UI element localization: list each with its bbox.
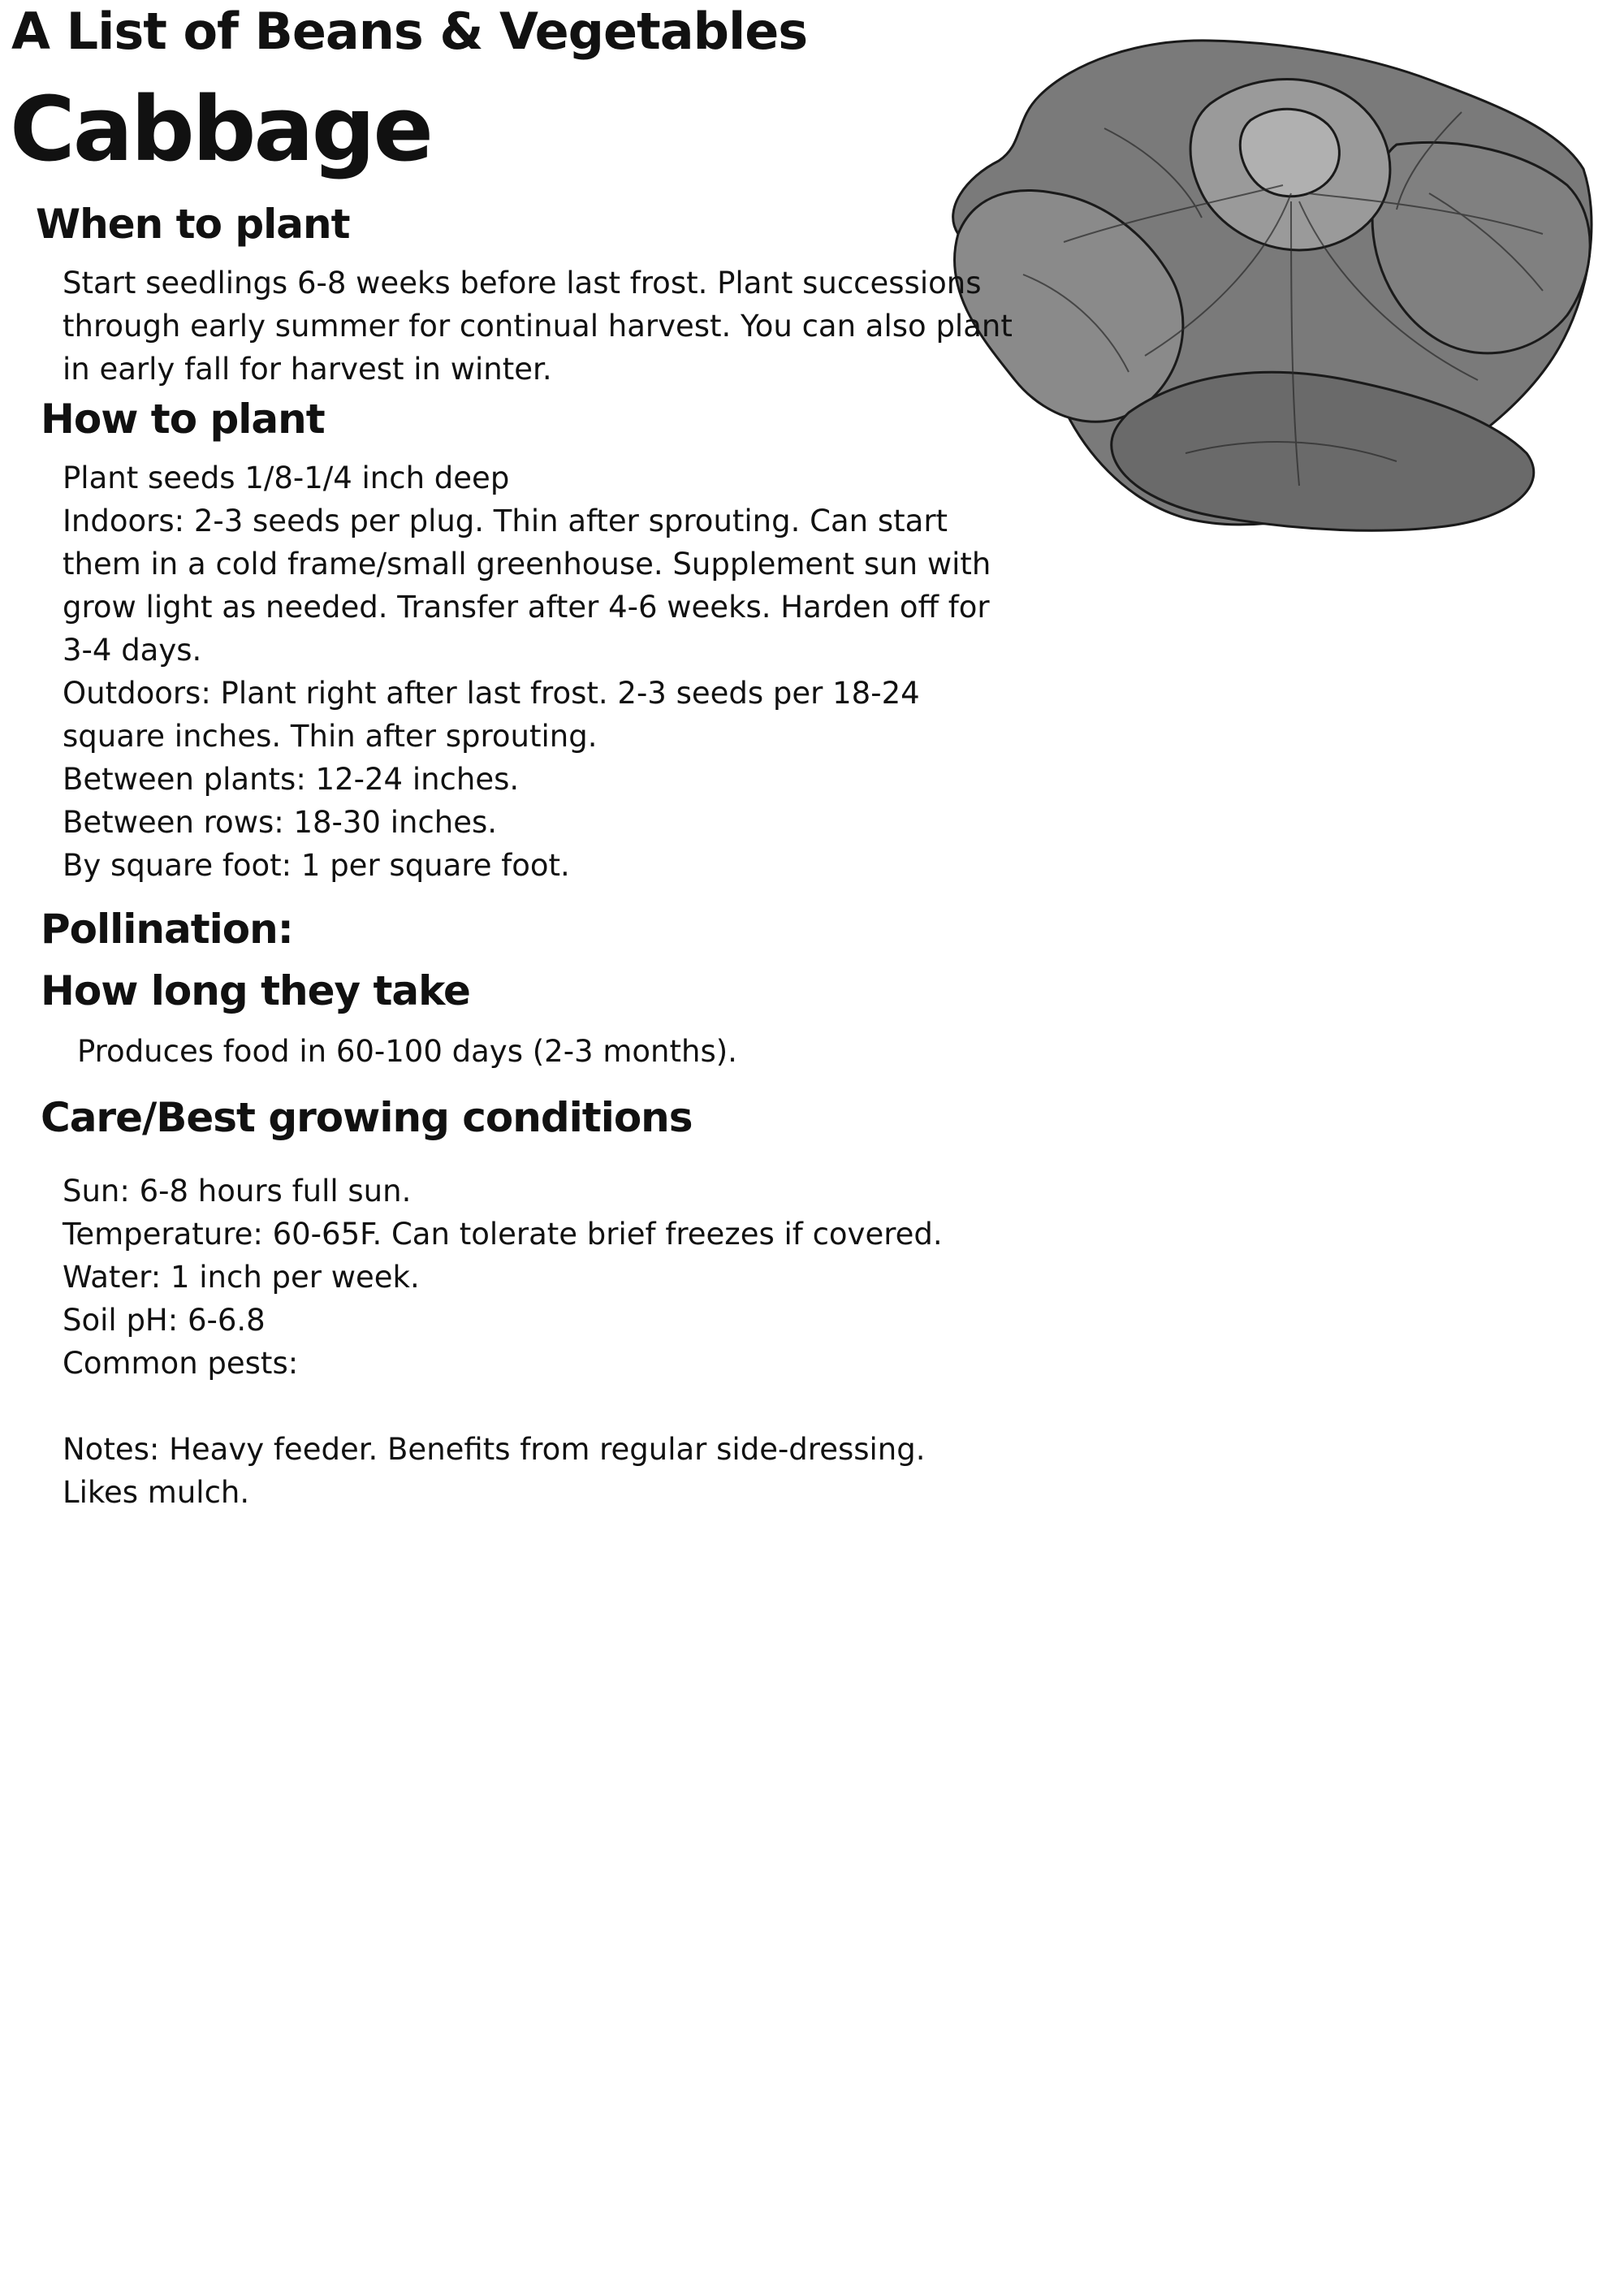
how-to-plant-text (63, 456, 991, 887)
text-line: Between plants: 12-24 inches. (63, 762, 520, 797)
notes-line: Likes mulch. (63, 1475, 250, 1510)
cabbage-illustration-icon (942, 31, 1624, 543)
text-line: in early fall for harvest in winter. (63, 352, 552, 387)
pollination-heading: Pollination: (41, 906, 293, 953)
text-line: Indoors: 2-3 seeds per plug. Thin after sprouting. Can start (63, 504, 948, 538)
text-line: Common pests: (63, 1346, 299, 1381)
text-line: Soil pH: 6-6.8 (63, 1303, 266, 1338)
plant-name-heading: Cabbage (10, 77, 432, 181)
text-line: Temperature: 60-65F. Can tolerate brief freezes if covered. (63, 1217, 943, 1252)
text-line: Plant seeds 1/8-1/4 inch deep (63, 461, 510, 495)
when-to-plant-heading: When to plant (36, 201, 350, 248)
text-line: square inches. Thin after sprouting. (63, 719, 598, 754)
text-line: Outdoors: Plant right after last frost. 2-3 seeds per 18-24 (63, 676, 920, 711)
text-line: Water: 1 inch per week. (63, 1260, 420, 1295)
care-text (63, 1170, 943, 1514)
care-heading: Care/Best growing conditions (41, 1094, 693, 1141)
when-to-plant-text (63, 262, 1013, 391)
text-line: Between rows: 18-30 inches. (63, 805, 498, 840)
text-line: through early summer for continual harvest. You can also plant (63, 309, 1013, 344)
text-line: By square foot: 1 per square foot. (63, 848, 570, 883)
notes-line: Notes: Heavy feeder. Benefits from regular side-dressing. (63, 1432, 926, 1467)
text-line: 3-4 days. (63, 633, 202, 668)
text-line: Start seedlings 6-8 weeks before last frost. Plant successions (63, 266, 982, 301)
cabbage-outer-leaves (953, 41, 1592, 530)
text-line: them in a cold frame/small greenhouse. Supplement sun with (63, 547, 991, 582)
text-line: Sun: 6-8 hours full sun. (63, 1174, 412, 1209)
text-line: Produces food in 60-100 days (2-3 months). (77, 1034, 737, 1069)
cabbage-heart-inner (1240, 109, 1339, 196)
how-long-text (77, 1030, 737, 1073)
how-to-plant-heading: How to plant (41, 396, 325, 443)
spacer (63, 1385, 943, 1428)
document-title: A List of Beans & Vegetables (11, 2, 808, 61)
how-long-heading: How long they take (41, 967, 470, 1014)
text-line: grow light as needed. Transfer after 4-6 weeks. Harden off for (63, 590, 990, 625)
